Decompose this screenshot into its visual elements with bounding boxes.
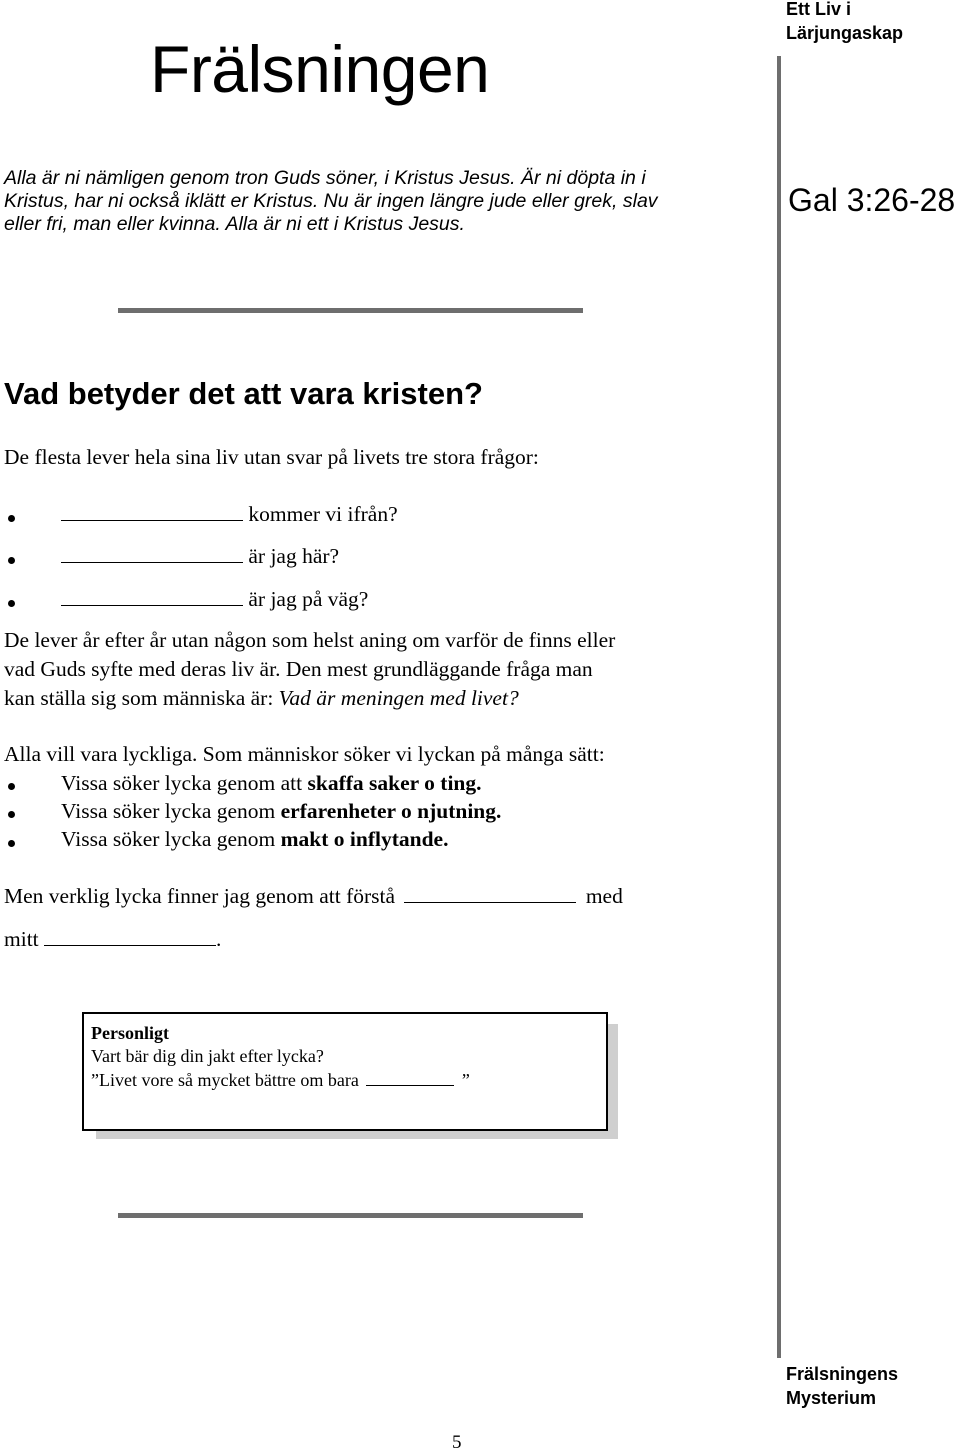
section-heading: Vad betyder det att vara kristen?	[4, 376, 483, 411]
list-item-emphasis: skaffa saker o ting.	[307, 771, 482, 795]
page-title: Frälsningen	[150, 32, 490, 106]
question-text: är jag här?	[248, 544, 340, 568]
question-text: är jag på väg?	[248, 587, 369, 611]
happiness-intro: Alla vill vara lyckliga. Som människor söker vi lyckan på många sätt:	[4, 742, 605, 766]
prompt-quote: ”	[461, 1070, 470, 1090]
true-happiness-line2	[4, 925, 724, 954]
list-item-text: Vissa söker lycka genom att	[61, 771, 308, 795]
bullet-icon	[8, 783, 15, 790]
list-item	[61, 797, 501, 826]
paragraph-text: kan ställa sig som människa är:	[4, 686, 279, 710]
verse-line: Alla är ni nämligen genom tron Guds söner, i Kristus Jesus. Är ni döpta in i	[4, 167, 646, 189]
fill-in-blank[interactable]	[61, 502, 243, 521]
verse-line: eller fri, man eller kvinna. Alla är ni ett i Kristus Jesus.	[4, 213, 465, 235]
paragraph-line: vad Guds syfte med deras liv är. Den mest grundläggande fråga man	[4, 657, 593, 681]
page-number: 5	[452, 1432, 462, 1453]
series-title-line1: Ett Liv i	[786, 0, 852, 19]
paragraph-line	[4, 684, 724, 713]
personal-box-title: Personligt	[91, 1023, 169, 1043]
verse-reference: Gal 3:26-28	[788, 182, 956, 218]
prompt-text: ”Livet vore så mycket bättre om bara	[91, 1070, 359, 1090]
list-item-emphasis: erfarenheter o njutning.	[280, 799, 502, 823]
series-title-line2: Lärjungaskap	[786, 23, 904, 43]
question-item	[61, 542, 339, 571]
intro-paragraph: De flesta lever hela sina liv utan svar på livets tre stora frågor:	[4, 445, 539, 469]
divider-rule-top	[118, 308, 583, 313]
paragraph-line: De lever år efter år utan någon som helst aning om varför de finns eller	[4, 628, 616, 652]
question-item	[61, 500, 398, 529]
footer-series-title	[786, 1362, 898, 1410]
fill-in-blank[interactable]	[404, 884, 576, 903]
footer-series-line2: Mysterium	[786, 1388, 877, 1408]
personal-box-question: Vart bär dig din jakt efter lycka?	[91, 1046, 324, 1066]
list-item	[61, 769, 482, 798]
list-item-text: Vissa söker lycka genom	[61, 827, 281, 851]
list-item-emphasis: makt o inflytande.	[280, 827, 449, 851]
verse-line: Kristus, har ni också iklätt er Kristus. Nu är ingen längre jude eller grek, slav	[4, 190, 658, 212]
question-text: kommer vi ifrån?	[248, 502, 398, 526]
series-title	[786, 0, 903, 45]
sentence-text: med	[585, 884, 623, 908]
fill-in-blank[interactable]	[61, 544, 243, 563]
true-happiness-line1	[4, 882, 724, 911]
list-item	[61, 825, 448, 854]
question-item	[61, 585, 368, 614]
sentence-text: Men verklig lycka finner jag genom att förstå	[4, 884, 396, 908]
key-question: Vad är meningen med livet?	[278, 686, 519, 710]
personal-box-prompt	[91, 1068, 470, 1092]
bullet-icon	[8, 840, 15, 847]
scripture-verse	[4, 167, 704, 236]
body-paragraph	[4, 626, 724, 713]
sentence-end: .	[216, 927, 222, 951]
fill-in-blank[interactable]	[61, 587, 243, 606]
sidebar-divider	[777, 56, 781, 1358]
bullet-icon	[8, 811, 15, 818]
bullet-icon	[8, 557, 15, 564]
fill-in-blank[interactable]	[366, 1071, 454, 1086]
fill-in-blank[interactable]	[44, 927, 216, 946]
list-item-text: Vissa söker lycka genom	[61, 799, 281, 823]
divider-rule-bottom	[118, 1213, 583, 1218]
sentence-text: mitt	[4, 927, 39, 951]
footer-series-line1: Frälsningens	[786, 1364, 899, 1384]
bullet-icon	[8, 515, 15, 522]
bullet-icon	[8, 600, 15, 607]
